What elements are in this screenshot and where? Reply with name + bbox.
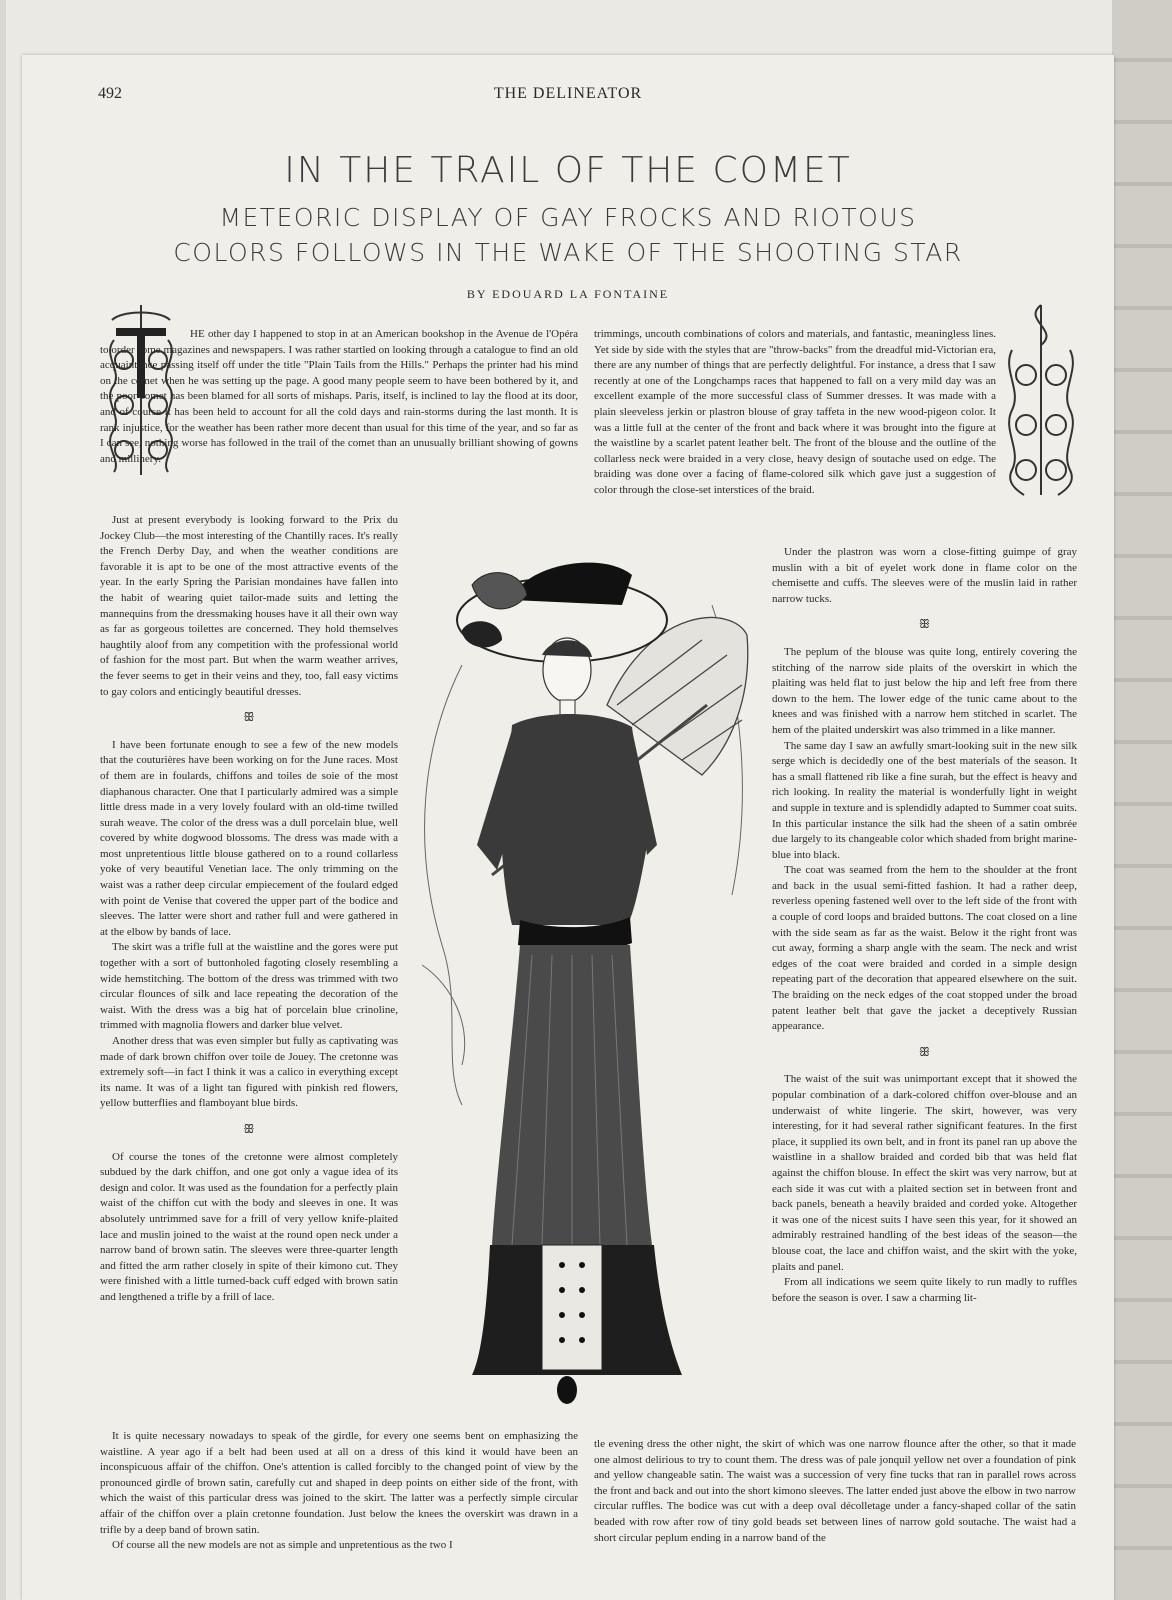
right-paragraph-3: The same day I saw an awfully smart-looking suit in the new silk serge which is decidedly one of the best materials of the season. It has a small flattened rib like a fine surah, but the effect is heavy and rich looking. In reality the material is wonderfully light in weight and supple in texture and is splendidly adapted to Summer coat suits. In this particular instance the silk had the sheen of a satin ombrée due largely to its changeable color which shaded from bright marine-blue into black. [772, 739, 1077, 861]
section-divider: ꕥ [243, 710, 255, 725]
bottom-left-text [100, 1429, 578, 1554]
right-paragraph-5: The waist of the suit was unimportant except that it showed the popular combination of a dark-colored chiffon over-blouse and an underwaist of white lingerie. The skirt, however, was very interesting, for it had several rather significant features. In the first place, it supplied its own belt, and in front its panel ran up above the waistline in a shallow braided and corded bib that was held flat against the chiffon blouse. In effect the skirt was very narrow, but at each side it was cut with a plaited section set in between front and back panels, beneath a heavily braided and corded yoke. Altogether it was one of the nicest suits I have seen this year, for it showed an admirably restrained handling of the best ideas of the season—the blouse coat, the lace and chiffon waist, and the skirt with the yoke, plaits and panel. [772, 1073, 1077, 1273]
left-paragraph-5: Of course the tones of the cretonne were almost completely subdued by the dark chiffon, and one got only a vague idea of its design and color. It was used as the foundation for a perfectly plain waist of the chiffon cut with the body and sleeves in one. It was absolutely untrimmed save for a frill of very yellow knife-plaited lace and muslin joined to the waist at the round open neck under a narrow band of brown satin. The sleeves were three-quarter length and fitted the arm rather closely in spite of their kimono cut. They were finished with a little turned-back cuff edged with brown satin and lengthened a trifle by a frill of lace. [100, 1150, 398, 1303]
left-paragraph-4: Another dress that was even simpler but fully as captivating was made of dark brown chiffon over toile de Jouey. The cretonne was extremely soft—in fact I think it was a calico in everything except its name. It was of a light tan figured with pinkish red flowers, yellow butterflies and flamboyant blue birds. [100, 1035, 398, 1110]
left-paragraph-3: The skirt was a trifle full at the waistline and the gores were put together with a sort of buttonholed fagoting closely resembling a wide hemstitching. The bottom of the dress was trimmed with two circular flounces of silk and lace repeating the decoration of the waist. With the dress was a big hat of porcelain blue crinoline, trimmed with magnolia flowers and darker blue velvet. [100, 941, 398, 1032]
background-wall [1112, 0, 1172, 1600]
intro-paragraph-right: trimmings, uncouth combinations of colors and materials, and fantastic, meaningless lines. Yet side by side with the styles that are "throw-backs" from the dreadful mid-Victorian era, there are any number of things that are perfectly delightful. For instance, a dress that I saw recently at one of the Longchamps races that happened to fall on a very mild day was an excellent example of the more successful class of Summer dresses. It was made with a plain sleeveless jerkin or plastron blouse of gray taffeta in the new wood-pigeon color. It was a little full at the center of the front and back where it was brought into the figure at the waistline by a scarlet patent leather belt. The front of the blouse and the outline of the collarless neck were braided in a very close, heavy design of soutache used on edge. The braiding was done over a facing of flame-colored silk which gave just a suggestion of color through the close-set interstices of the braid. [594, 328, 996, 496]
page-number: 492 [98, 85, 122, 102]
intro-text-left [100, 327, 578, 467]
article-subtitle-line1: METEORIC DISPLAY OF GAY FROCKS AND RIOTOUS [219, 203, 917, 232]
magazine-name: THE DELINEATOR [493, 85, 643, 102]
right-paragraph-1: Under the plastron was worn a close-fitting guimpe of gray muslin with a bit of eyelet work done in flame color on the chemisette and cuffs. The sleeves were of the muslin laid in rather narrow tucks. [772, 546, 1077, 605]
ornament-right [1002, 300, 1080, 500]
bottom-left-paragraph-1: It is quite necessary nowadays to speak of the girdle, for every one seems bent on emphasizing the waistline. A year ago if a belt had been used at all on a dress of this kind it would have been an inconspicuous affair of the chiffon. One's attention is called forcibly to the changed point of view by the pronounced girdle of brown satin, carefully cut and shaped in deep points on either side of the front, with which the waist of this particular dress was joined to the skirt. The latter was a perfectly simple circular affair of the chiffon over a plain cretonne foundation. Just below the knees the overskirt was drawn in a trifle by a deep band of brown satin. [100, 1430, 578, 1536]
intro-text-right [594, 327, 996, 499]
magazine-page [22, 55, 1114, 1600]
section-divider: ꕥ [918, 617, 931, 632]
right-paragraph-4: The coat was seamed from the hem to the shoulder at the front and back in the usual semi-fitted fashion. It had a rather deep, reverless opening fastened well over to the left side of the front with a couple of cord loops and braided buttons. The coat closed on a line with the side seam as far as the waist. Below it the right front was cut away, forming a sharp angle with the seam. The neck and wrist edges of the coat were braided and corded in a simple design repeating part of the decoration that appeared elsewhere on the suit. The braiding on the neck edges of the coat stopped under the broad patent leather belt that gave the jacket a deceptively Russian appearance. [772, 864, 1077, 1033]
right-paragraph-6: From all indications we seem quite likely to run madly to ruffles before the season is over. I saw a charming lit- [772, 1276, 1077, 1304]
fashion-illustration [402, 545, 762, 1425]
bottom-right-text [594, 1437, 1076, 1546]
left-paragraph-1: Just at present everybody is looking forward to the Prix du Jockey Club—the most interesting of the Chantilly races. It's really the French Derby Day, and when the weather conditions are favorable it is apt to be one of the most attractive events of the year. In the early Spring the Parisian mondaines have fallen into the habit of wearing quiet tailor-made suits and letting the mannequins from the dressmaking houses have it all their own way as far as gorgeous toilettes are concerned. They hold themselves haughtily aloof from any competition with the professional world of fashion for the most part. But when the warm weather arrives, the fever seems to get in their veins and they, too, fall easy victims to gay colors and enticingly beautiful dresses. [100, 514, 398, 698]
left-paragraph-2: I have been fortunate enough to see a few of the new models that the couturières have been working on for the June races. Most of them are in foulards, chiffons and toiles de soie of the most diaphanous character. One that I particularly admired was a simple little dress made in a very lovely foulard with an old-time twilled surah weave. The color of the dress was a dull porcelain blue, well covered by white dogwood blossoms. The dress was made with a most unpretentious little blouse gathered on to a round collarless yoke of very beautiful Venetian lace. The only trimming on the waist was a rather deep circular empiecement of the foulard edged with point de Venise that covered the upper part of the bodice and sleeves. The latter were short and rather full and were gathered in at the elbow by bands of lace. [100, 738, 398, 938]
right-column [772, 545, 1077, 1306]
right-paragraph-2: The peplum of the blouse was quite long, entirely covering the stitching of the narrow side plaits of the overskirt in which the plaiting was held flat to just below the hip and left free from there down to the hem. The lower edge of the tunic came about to the knees and was finished with a narrow hem stitched in scarlet. The hem of the plaited underskirt was also trimmed in a like manner. [772, 645, 1077, 736]
article-title: IN THE TRAIL OF THE COMET [284, 150, 852, 191]
running-head [22, 85, 1114, 107]
left-column [100, 513, 398, 1306]
section-divider: ꕥ [243, 1121, 255, 1136]
bottom-right-paragraph: tle evening dress the other night, the skirt of which was one narrow flounce after the other, so that it made one almost delirious to try to count them. The dress was of pale jonquil yellow net over a foundation of pink and yellow changeable satin. The waist was a succession of very fine tucks that ran in parallel rows across the front and back and out into the short kimono sleeves. The latter ended just above the elbow in two narrow circular ruffles. The bodice was cut with a deep oval décolletage under a fancy-shaped collar of the satin beaded with row after row of tiny gold beads set between lines of narrow gold soutache. The waist had a short circular peplum ending in a narrow band of the [594, 1438, 1076, 1544]
section-divider: ꕥ [918, 1044, 931, 1059]
article-subtitle-line2: COLORS FOLLOWS IN THE WAKE OF THE SHOOTING STAR [173, 238, 963, 267]
byline: BY EDOUARD LA FONTAINE [466, 287, 670, 301]
intro-paragraph-left: HE other day I happened to stop in at an American bookshop in the Avenue de l'Opéra to order some magazines and newspapers. I was rather startled on looking through a catalogue to find an old acquaintance passing itself off under the title "Plain Tails from the Hills." Perhaps the printer had his mind on the comet when he was setting up the page. A good many people seem to have been bothered by it, and the poor comet has been blamed for all sorts of mishaps. Paris, itself, is inclined to lay the flood at its door, and of course it has been held to account for all the cold days and rain-storms during the last month. It is rank injustice, for the weather has been rather more decent than usual for this time of the year, and so far as I can see, nothing worse has followed in the trail of the comet than an unusually brilliant showing of gowns and millinery. [100, 328, 578, 465]
bottom-left-paragraph-2: Of course all the new models are not as simple and unpretentious as the two I [112, 1539, 453, 1552]
